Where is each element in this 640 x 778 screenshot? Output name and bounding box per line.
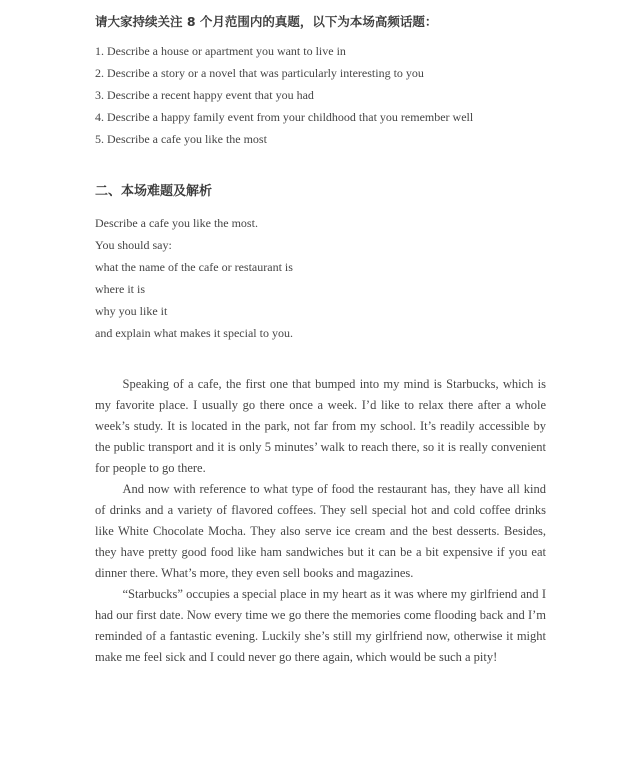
section-heading: 二、本场难题及解析 [95, 184, 213, 199]
topic-item-1: 1. Describe a house or apartment you want to live in [95, 44, 346, 58]
cue-card [95, 212, 546, 344]
topic-item-2: 2. Describe a story or a novel that was particularly interesting to you [95, 66, 424, 80]
cue-card-point-2: where it is [95, 282, 145, 296]
answer-paragraph-3: “Starbucks” occupies a special place in my heart as it was where my girlfriend and I had our first date. Now every time we go there the memories come flooding back and I’m reminded of a fantastic evening. Luckily she’s still my girlfriend now, otherwise it might make me feel sick and I could never go there again, which would be such a pity! [95, 587, 546, 664]
answer-paragraph-1: Speaking of a cafe, the first one that bumped into my mind is Starbucks, which is my favorite place. I usually go there once a week. I’d like to relax there after a whole week’s study. It is located in the park, not far from my school. It’s readily accessible by the public transport and it is only 5 minutes’ walk to reach there, so it is really convenient for people to go there. [95, 377, 546, 475]
topic-list [95, 40, 546, 150]
cue-card-prompt: You should say: [95, 238, 172, 252]
topic-item-4: 4. Describe a happy family event from your childhood that you remember well [95, 110, 474, 124]
cue-card-title: Describe a cafe you like the most. [95, 216, 258, 230]
answer-paragraph-2: And now with reference to what type of food the restaurant has, they have all kind of drinks and a variety of flavored coffees. They sell special hot and cold coffee drinks like White Chocolate Mocha. They also serve ice cream and the best desserts. Besides, they have pretty good food like ham sandwiches but it can be a bit expensive if you eat dinner there. What’s more, they even sell books and magazines. [95, 482, 546, 580]
cue-card-point-4: and explain what makes it special to you. [95, 326, 293, 340]
intro-heading: 请大家持续关注 8 个月范围内的真题，以下为本场高频话题： [95, 14, 438, 29]
cue-card-point-1: what the name of the cafe or restaurant is [95, 260, 293, 274]
topic-item-3: 3. Describe a recent happy event that you had [95, 88, 314, 102]
cue-card-point-3: why you like it [95, 304, 168, 318]
topic-item-5: 5. Describe a cafe you like the most [95, 132, 267, 146]
sample-answer [95, 374, 546, 668]
